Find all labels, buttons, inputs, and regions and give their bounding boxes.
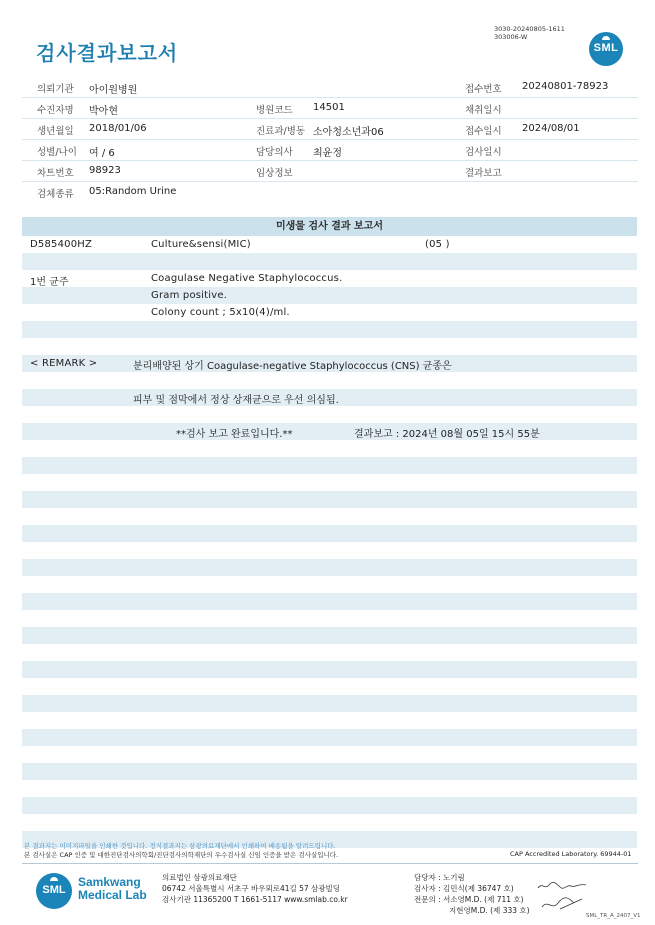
specimen-value: 05:Random Urine — [89, 186, 177, 197]
stripe — [22, 559, 637, 576]
specimen-label: 검체종류 — [37, 189, 74, 200]
stripe — [22, 729, 637, 746]
info-row-chart — [22, 161, 638, 182]
report-label: 결과보고 — [465, 168, 502, 179]
isolate-colony-count: Colony count ; 5x10(4)/ml. — [151, 307, 290, 318]
sex-age-value: 여 / 6 — [89, 148, 115, 159]
dept-label: 진료과/병동 — [256, 126, 306, 137]
report-complete-text: **검사 보고 완료입니다.** — [176, 429, 293, 440]
test-number: (05 ) — [425, 239, 450, 250]
name-label: 수진자명 — [37, 105, 74, 116]
stripe — [22, 661, 637, 678]
stripe — [22, 491, 637, 508]
sml-logo: SML — [589, 32, 623, 66]
hospital-value: 아이원병원 — [89, 85, 138, 96]
birth-label: 생년월일 — [37, 126, 74, 137]
stripe — [22, 593, 637, 610]
hospital-code-value: 14501 — [313, 102, 345, 113]
hospital-label: 의뢰기관 — [37, 84, 74, 95]
name-value: 박아현 — [89, 106, 118, 117]
page-title: 검사결과보고서 — [36, 41, 179, 65]
hospital-code-label: 병원코드 — [256, 105, 293, 116]
clinical-label: 임상정보 — [256, 168, 293, 179]
lab-name-line-1: Samkwang — [78, 875, 141, 889]
sex-age-label: 성별/나이 — [37, 147, 77, 158]
remark-line-2: 피부 및 점막에서 정상 상재균으로 우선 의심됨. — [133, 395, 339, 406]
info-row-birth — [22, 119, 638, 140]
info-row-hospital — [22, 77, 638, 98]
stripe — [22, 321, 637, 338]
stripe — [22, 763, 637, 780]
divider — [22, 863, 638, 864]
receipt-no-label: 접수번호 — [465, 84, 502, 95]
remark-label: < REMARK > — [30, 358, 98, 369]
staff-manager: 담당자 : 노기림 — [414, 873, 465, 882]
stripe — [22, 525, 637, 542]
test-code: D585400HZ — [30, 239, 93, 250]
specialist-signature — [540, 893, 584, 915]
stripe — [22, 627, 637, 644]
org-address: 06742 서울특별시 서초구 바우뫼로41길 57 삼광빌딩 — [162, 884, 341, 893]
isolate-gram: Gram positive. — [151, 290, 228, 301]
isolate-organism: Coagulase Negative Staphylococcus. — [151, 273, 343, 284]
stripe — [22, 797, 637, 814]
document-code-line-1: 3030-20240805-1611 — [494, 25, 565, 33]
info-row-sex-age — [22, 140, 638, 161]
section-title: 미생물 검사 결과 보고서 — [22, 217, 637, 236]
collect-date-label: 채취일시 — [465, 105, 502, 116]
chart-no-label: 차트번호 — [37, 168, 74, 179]
doctor-value: 최윤정 — [313, 148, 342, 159]
staff-tester: 검사자 : 김민식(제 36747 호) — [414, 884, 514, 893]
stripe — [22, 253, 637, 270]
document-code — [494, 25, 565, 41]
tester-signature — [536, 880, 588, 892]
document-code-line-2: 303006-W — [494, 33, 528, 41]
receipt-date-value: 2024/08/01 — [522, 123, 580, 134]
cap-number: CAP Accredited Laboratory. 69944-01 — [510, 850, 632, 858]
stripe — [22, 423, 637, 440]
form-code: SML_TR_A_2407_V1 — [586, 913, 641, 919]
org-name: 의료법인 삼광의료재단 — [162, 873, 237, 882]
stripe — [22, 695, 637, 712]
stripe — [22, 457, 637, 474]
remark-line-1: 분리배양된 상기 Coagulase-negative Staphylococcus (CNS) 균종은 — [133, 361, 452, 372]
receipt-date-label: 접수일시 — [465, 126, 502, 137]
lab-name — [78, 876, 147, 902]
test-name: Culture&sensi(MIC) — [151, 239, 251, 250]
isolate-label: 1번 균주 — [30, 277, 69, 288]
chart-no-value: 98923 — [89, 165, 121, 176]
birth-value: 2018/01/06 — [89, 123, 147, 134]
sml-logo-mark: SML — [36, 873, 72, 909]
staff-specialist-2: 지현영M.D. (제 333 호) — [449, 906, 530, 915]
org-contact: 검사기관 11365200 T 1661-5117 www.smlab.co.kr — [162, 895, 348, 904]
test-date-label: 검사일시 — [465, 147, 502, 158]
stripe — [22, 287, 637, 304]
lab-name-line-2: Medical Lab — [78, 888, 147, 902]
staff-specialist-1: 전문의 : 서소영M.D. (제 711 호) — [414, 895, 524, 904]
info-row-name — [22, 98, 638, 119]
patient-info-table — [22, 77, 638, 203]
cap-notice: 본 검사실은 CAP 인증 및 대한진단검사의학회/진단검사의학재단의 우수검사실 신임 인증을 받은 검사실입니다. — [24, 851, 339, 859]
receipt-no-value: 20240801-78923 — [522, 81, 609, 92]
doctor-label: 담당의사 — [256, 147, 293, 158]
report-time: 결과보고 : 2024년 08월 05일 15시 55분 — [354, 429, 540, 440]
info-row-specimen — [22, 182, 638, 203]
dept-value: 소아청소년과06 — [313, 127, 384, 138]
image-notice: 본 결과지는 이미지파일을 인쇄한 것입니다. 정식결과지는 삼광의료재단에서 인쇄하여 배송됨을 알려드립니다. — [24, 842, 336, 850]
